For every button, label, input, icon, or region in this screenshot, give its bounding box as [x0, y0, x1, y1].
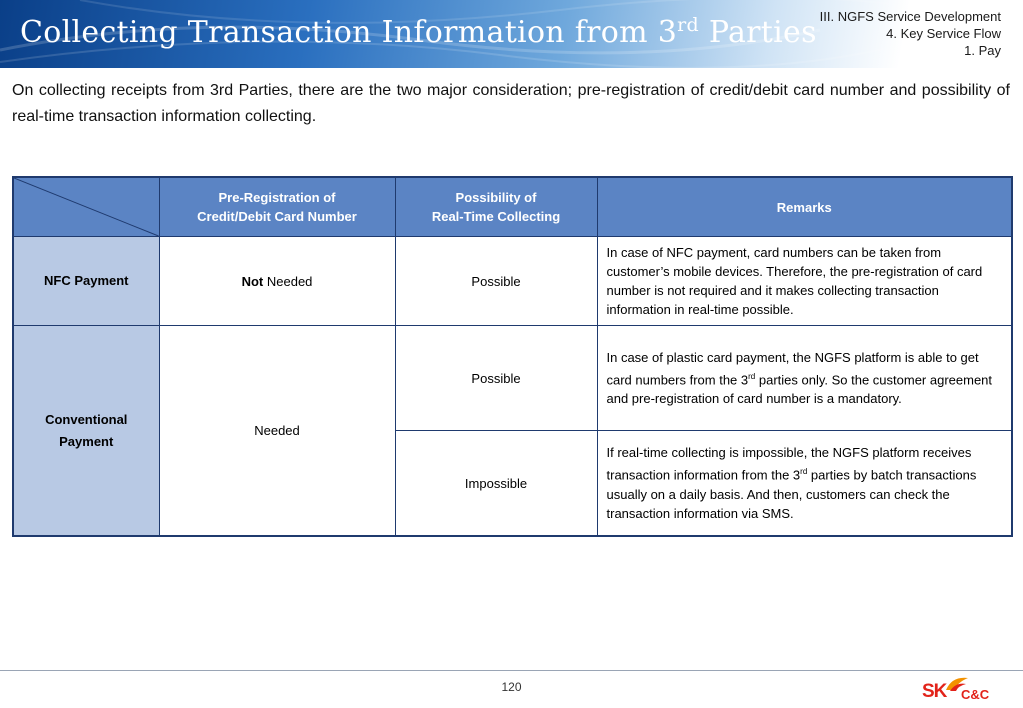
intro-paragraph: On collecting receipts from 3rd Parties, there are the two major consideration; pre-registration of credit/debit card number and possibility of real-time transaction information collecting.: [12, 82, 1010, 125]
cell-nfc-remark: In case of NFC payment, card numbers can be taken from customer’s mobile devices. Therefore, the pre-registration of card number is not required and it makes collecting transaction information in real-time possible.: [597, 237, 1012, 326]
header-banner: [0, 0, 1023, 68]
sk-cc-logo: [922, 676, 1018, 706]
cell-conventional-real-time-possible: Possible: [395, 326, 597, 431]
table-row-conventional-possible: [13, 326, 1012, 431]
header-pre-registration: Pre-Registration of Credit/Debit Card Number: [159, 177, 395, 237]
breadcrumb-level-1: III. NGFS Service Development: [819, 9, 1001, 24]
comparison-table: [12, 176, 1013, 537]
table-header-row: [13, 177, 1012, 237]
logo-cc-text: C&C: [961, 687, 990, 702]
table-row-nfc: [13, 237, 1012, 326]
cell-conventional-real-time-impossible: Impossible: [395, 431, 597, 537]
row-label-conventional-payment: Conventional Payment: [13, 326, 159, 537]
header-real-time: Possibility of Real-Time Collecting: [395, 177, 597, 237]
corner-diagonal-line: [14, 178, 159, 236]
breadcrumb-level-3: 1. Pay: [964, 43, 1001, 58]
cell-conventional-remark-possible: In case of plastic card payment, the NGFS platform is able to get card numbers from the 3rd parties only. So the customer agreement and pre-registration of card number is a mandatory.: [597, 326, 1012, 431]
page-number: 120: [501, 680, 522, 694]
table-corner-cell: [13, 177, 159, 237]
breadcrumb-level-2: 4. Key Service Flow: [886, 26, 1001, 41]
logo-sk-text: SK: [922, 681, 947, 702]
page-title: Collecting Transaction Information from 3rd Parties: [20, 14, 817, 50]
cell-nfc-pre-registration: Not Needed: [159, 237, 395, 326]
header-remarks: Remarks: [597, 177, 1012, 237]
cell-nfc-real-time: Possible: [395, 237, 597, 326]
row-label-nfc-payment: NFC Payment: [13, 237, 159, 326]
section-breadcrumb: [820, 8, 1001, 59]
cell-conventional-remark-impossible: If real-time collecting is impossible, the NGFS platform receives transaction information from the 3rd parties by batch transactions usually on a daily basis. And then, customers can check the transaction information via SMS.: [597, 431, 1012, 537]
footer-divider: [0, 670, 1023, 671]
cell-conventional-pre-registration: Needed: [159, 326, 395, 537]
